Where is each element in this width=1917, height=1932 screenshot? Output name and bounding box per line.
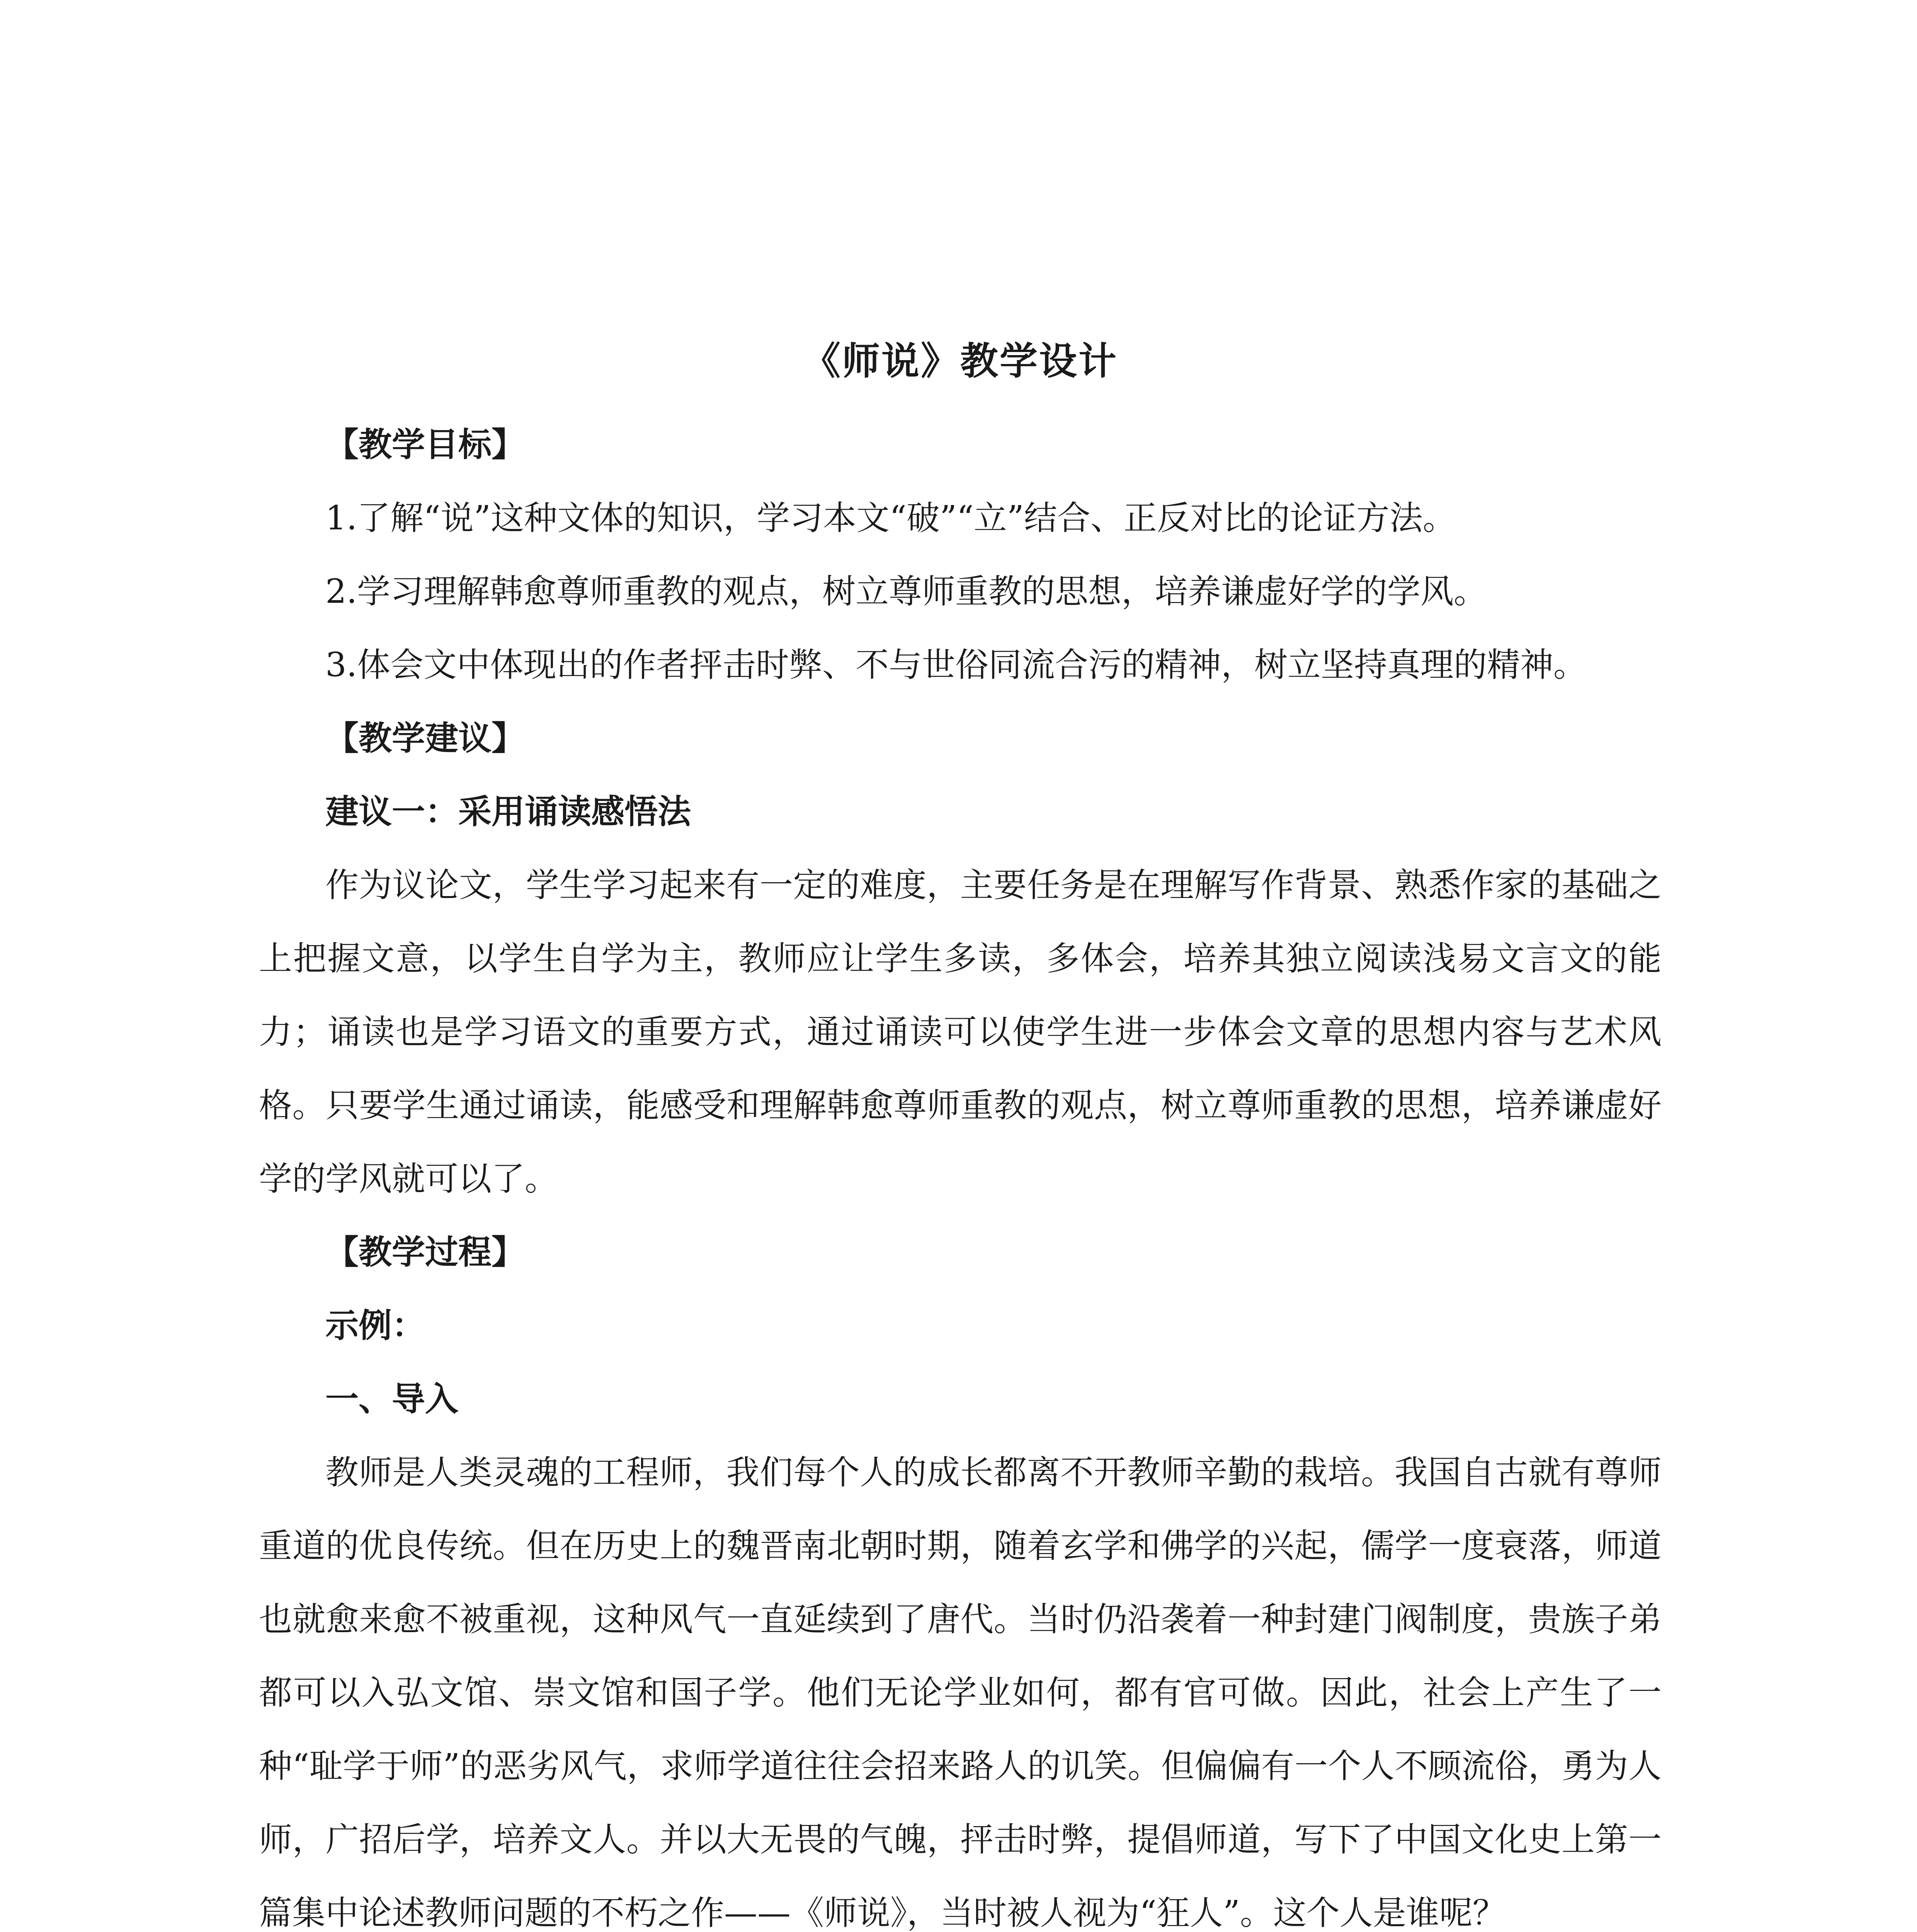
document-page (259, 332, 1662, 1932)
suggestion-1-heading: 建议一：采用诵读感悟法 (325, 792, 691, 831)
example-label: 示例： (325, 1306, 425, 1345)
heading-teaching-suggestions: 【教学建议】 (325, 719, 525, 758)
heading-teaching-goals: 【教学目标】 (325, 425, 525, 464)
heading-teaching-process: 【教学过程】 (325, 1233, 525, 1272)
step-1-heading: 一、导入 (325, 1379, 458, 1418)
goal-item-2: 2.学习理解韩愈尊师重教的观点，树立尊师重教的思想，培养谦虚好学的学风。 (325, 572, 1487, 611)
document-title: 《师说》教学设计 (802, 339, 1118, 383)
suggestion-1-body: 作为议论文，学生学习起来有一定的难度，主要任务是在理解写作背景、熟悉作家的基础之上把握文意，以学生自学为主，教师应让学生多读，多体会，培养其独立阅读浅易文言文的能力；诵读也是学习语文的重要方式，通过诵读可以使学生进一步体会文章的思想内容与艺术风格。只要学生通过诵读，能感受和理解韩愈尊师重教的观点，树立尊师重教的思想，培养谦虚好学的学风就可以了。 (259, 866, 1662, 1198)
goal-item-1: 1.了解“说”这种文体的知识，学习本文“破”“立”结合、正反对比的论证方法。 (325, 499, 1456, 537)
goal-item-3: 3.体会文中体现出的作者抨击时弊、不与世俗同流合污的精神，树立坚持真理的精神。 (325, 646, 1587, 684)
step-1-body: 教师是人类灵魂的工程师，我们每个人的成长都离不开教师辛勤的栽培。我国自古就有尊师重道的优良传统。但在历史上的魏晋南北朝时期，随着玄学和佛学的兴起，儒学一度衰落，师道也就愈来愈不被重视，这种风气一直延续到了唐代。当时仍沿袭着一种封建门阀制度，贵族子弟都可以入弘文馆、崇文馆和国子学。他们无论学业如何，都有官可做。因此，社会上产生了一种“耻学于师”的恶劣风气，求师学道往往会招来路人的讥笑。但偏偏有一个人不顾流俗，勇为人师，广招后学，培养文人。并以大无畏的气魄，抨击时弊，提倡师道，写下了中国文化史上第一篇集中论述教师问题的不朽之作——《师说》，当时被人视为“狂人”。这个人是谁呢？ (259, 1453, 1662, 1932)
